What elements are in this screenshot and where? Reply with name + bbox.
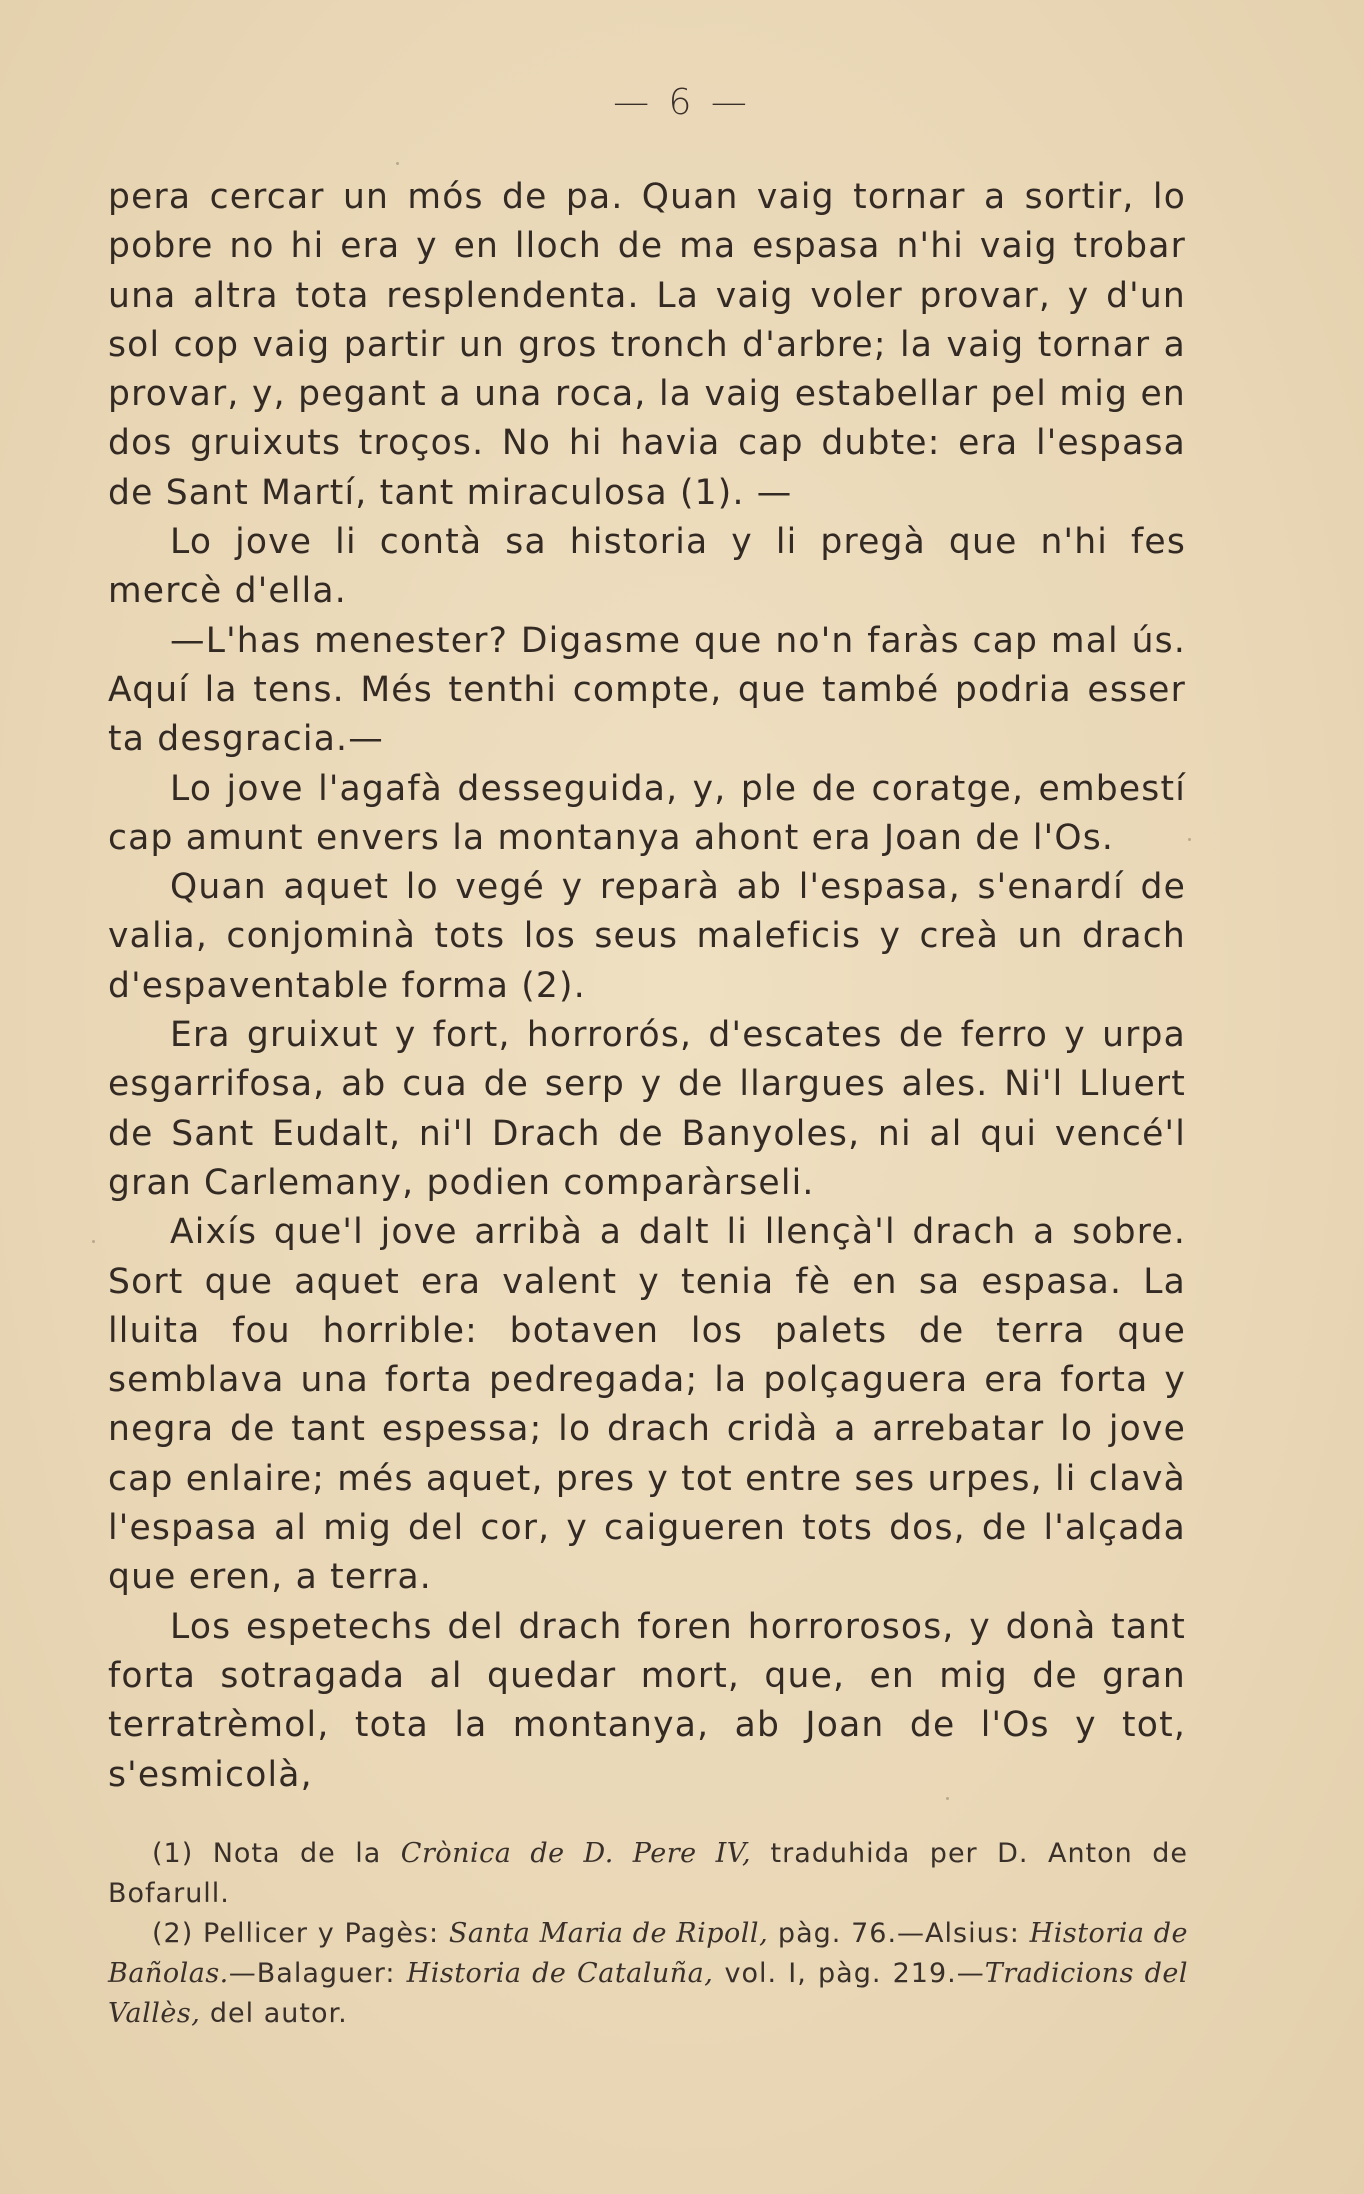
footnote-2-tail: del autor. xyxy=(200,1998,348,2029)
footnote-1-tail: traduhida per D. Anton de Bofarull. xyxy=(108,1838,1188,1909)
footnote-2-title-3: Historia de Cataluña, xyxy=(406,1958,714,1989)
footnote-2-title-2: Historia de Bañolas. xyxy=(108,1918,1188,1989)
paragraph-4: Lo jove l'agafà desseguida, y, ple de coratge, embestí cap amunt envers la montanya ahont era Joan de l'Os. xyxy=(108,768,1186,858)
footnote-1-text: Nota de la xyxy=(193,1838,401,1869)
paragraph-2: Lo jove li contà sa historia y li pregà que n'hi fes mercè d'ella. xyxy=(108,522,1186,612)
paper-speck xyxy=(1188,838,1191,841)
footnote-2-title-1: Santa Maria de Ripoll, xyxy=(448,1918,769,1949)
paper-speck xyxy=(92,1240,95,1243)
paragraph-1: pera cercar un mós de pa. Quan vaig tornar a sortir, lo pobre no hi era y en lloch de ma espasa n'hi vaig trobar una altra tota resplendenta. La vaig voler provar, y d'un sol cop vaig partir un gros tronch d'arbre; la vaig tornar a provar, y, pegant a una roca, la vaig estabellar pel mig en dos gruixuts troços. No hi havia cap dubte: era l'espasa de Sant Martí, tant miraculosa (1). — xyxy=(108,177,1186,513)
paragraph-3: —L'has menester? Digasme que no'n faràs cap mal ús. Aquí la tens. Més tenthi compte, que també podria esser ta desgracia.— xyxy=(108,620,1186,760)
page-number: — 6 — xyxy=(613,82,751,123)
footnote-2 xyxy=(108,1914,1188,2034)
paragraph-6: Era gruixut y fort, horrorós, d'escates de ferro y urpa esgarrifosa, ab cua de serp y de llargues ales. Ni'l Lluert de Sant Eudalt, ni'l Drach de Banyoles, ni al qui vencé'l gran Carlemany, podien comparàrseli. xyxy=(108,1015,1186,1203)
footnote-2-title-4: Tradicions del Vallès, xyxy=(108,1958,1188,2029)
footnote-1 xyxy=(108,1834,1188,1914)
footnote-2-marker: (2) xyxy=(152,1918,194,1949)
paper-speck xyxy=(396,162,399,165)
footnote-1-title: Crònica de D. Pere IV, xyxy=(400,1838,752,1869)
main-text xyxy=(108,173,1186,1800)
footnotes xyxy=(108,1834,1188,2034)
footnote-2-text-4: vol. I, pàg. 219.— xyxy=(713,1958,985,1989)
paper-speck xyxy=(946,1797,949,1800)
footnote-2-text-2: pàg. 76.—Alsius: xyxy=(768,1918,1030,1949)
paragraph-5: Quan aquet lo vegé y reparà ab l'espasa, s'enardí de valia, conjominà tots los seus maleficis y creà un drach d'espaventable forma (2). xyxy=(108,867,1186,1006)
footnote-1-marker: (1) xyxy=(152,1838,194,1869)
footnote-2-text: Pellicer y Pagès: xyxy=(193,1918,449,1949)
paragraph-8: Los espetechs del drach foren horrorosos, y donà tant forta sotragada al quedar mort, que, en mig de gran terratrèmol, tota la montanya, ab Joan de l'Os y tot, s'esmicolà, xyxy=(108,1606,1186,1795)
footnote-2-text-3: —Balaguer: xyxy=(228,1958,407,1989)
paragraph-7: Aixís que'l jove arribà a dalt li llençà'l drach a sobre. Sort que aquet era valent y tenia fè en sa espasa. La lluita fou horrible: botaven los palets de terra que semblava una forta pedregada; la polçaguera era forta y negra de tant espessa; lo drach cridà a arrebatar lo jove cap enlaire; més aquet, pres y tot entre ses urpes, li clavà l'espasa al mig del cor, y caigueren tots dos, de l'alçada que eren, a terra. xyxy=(108,1212,1186,1598)
